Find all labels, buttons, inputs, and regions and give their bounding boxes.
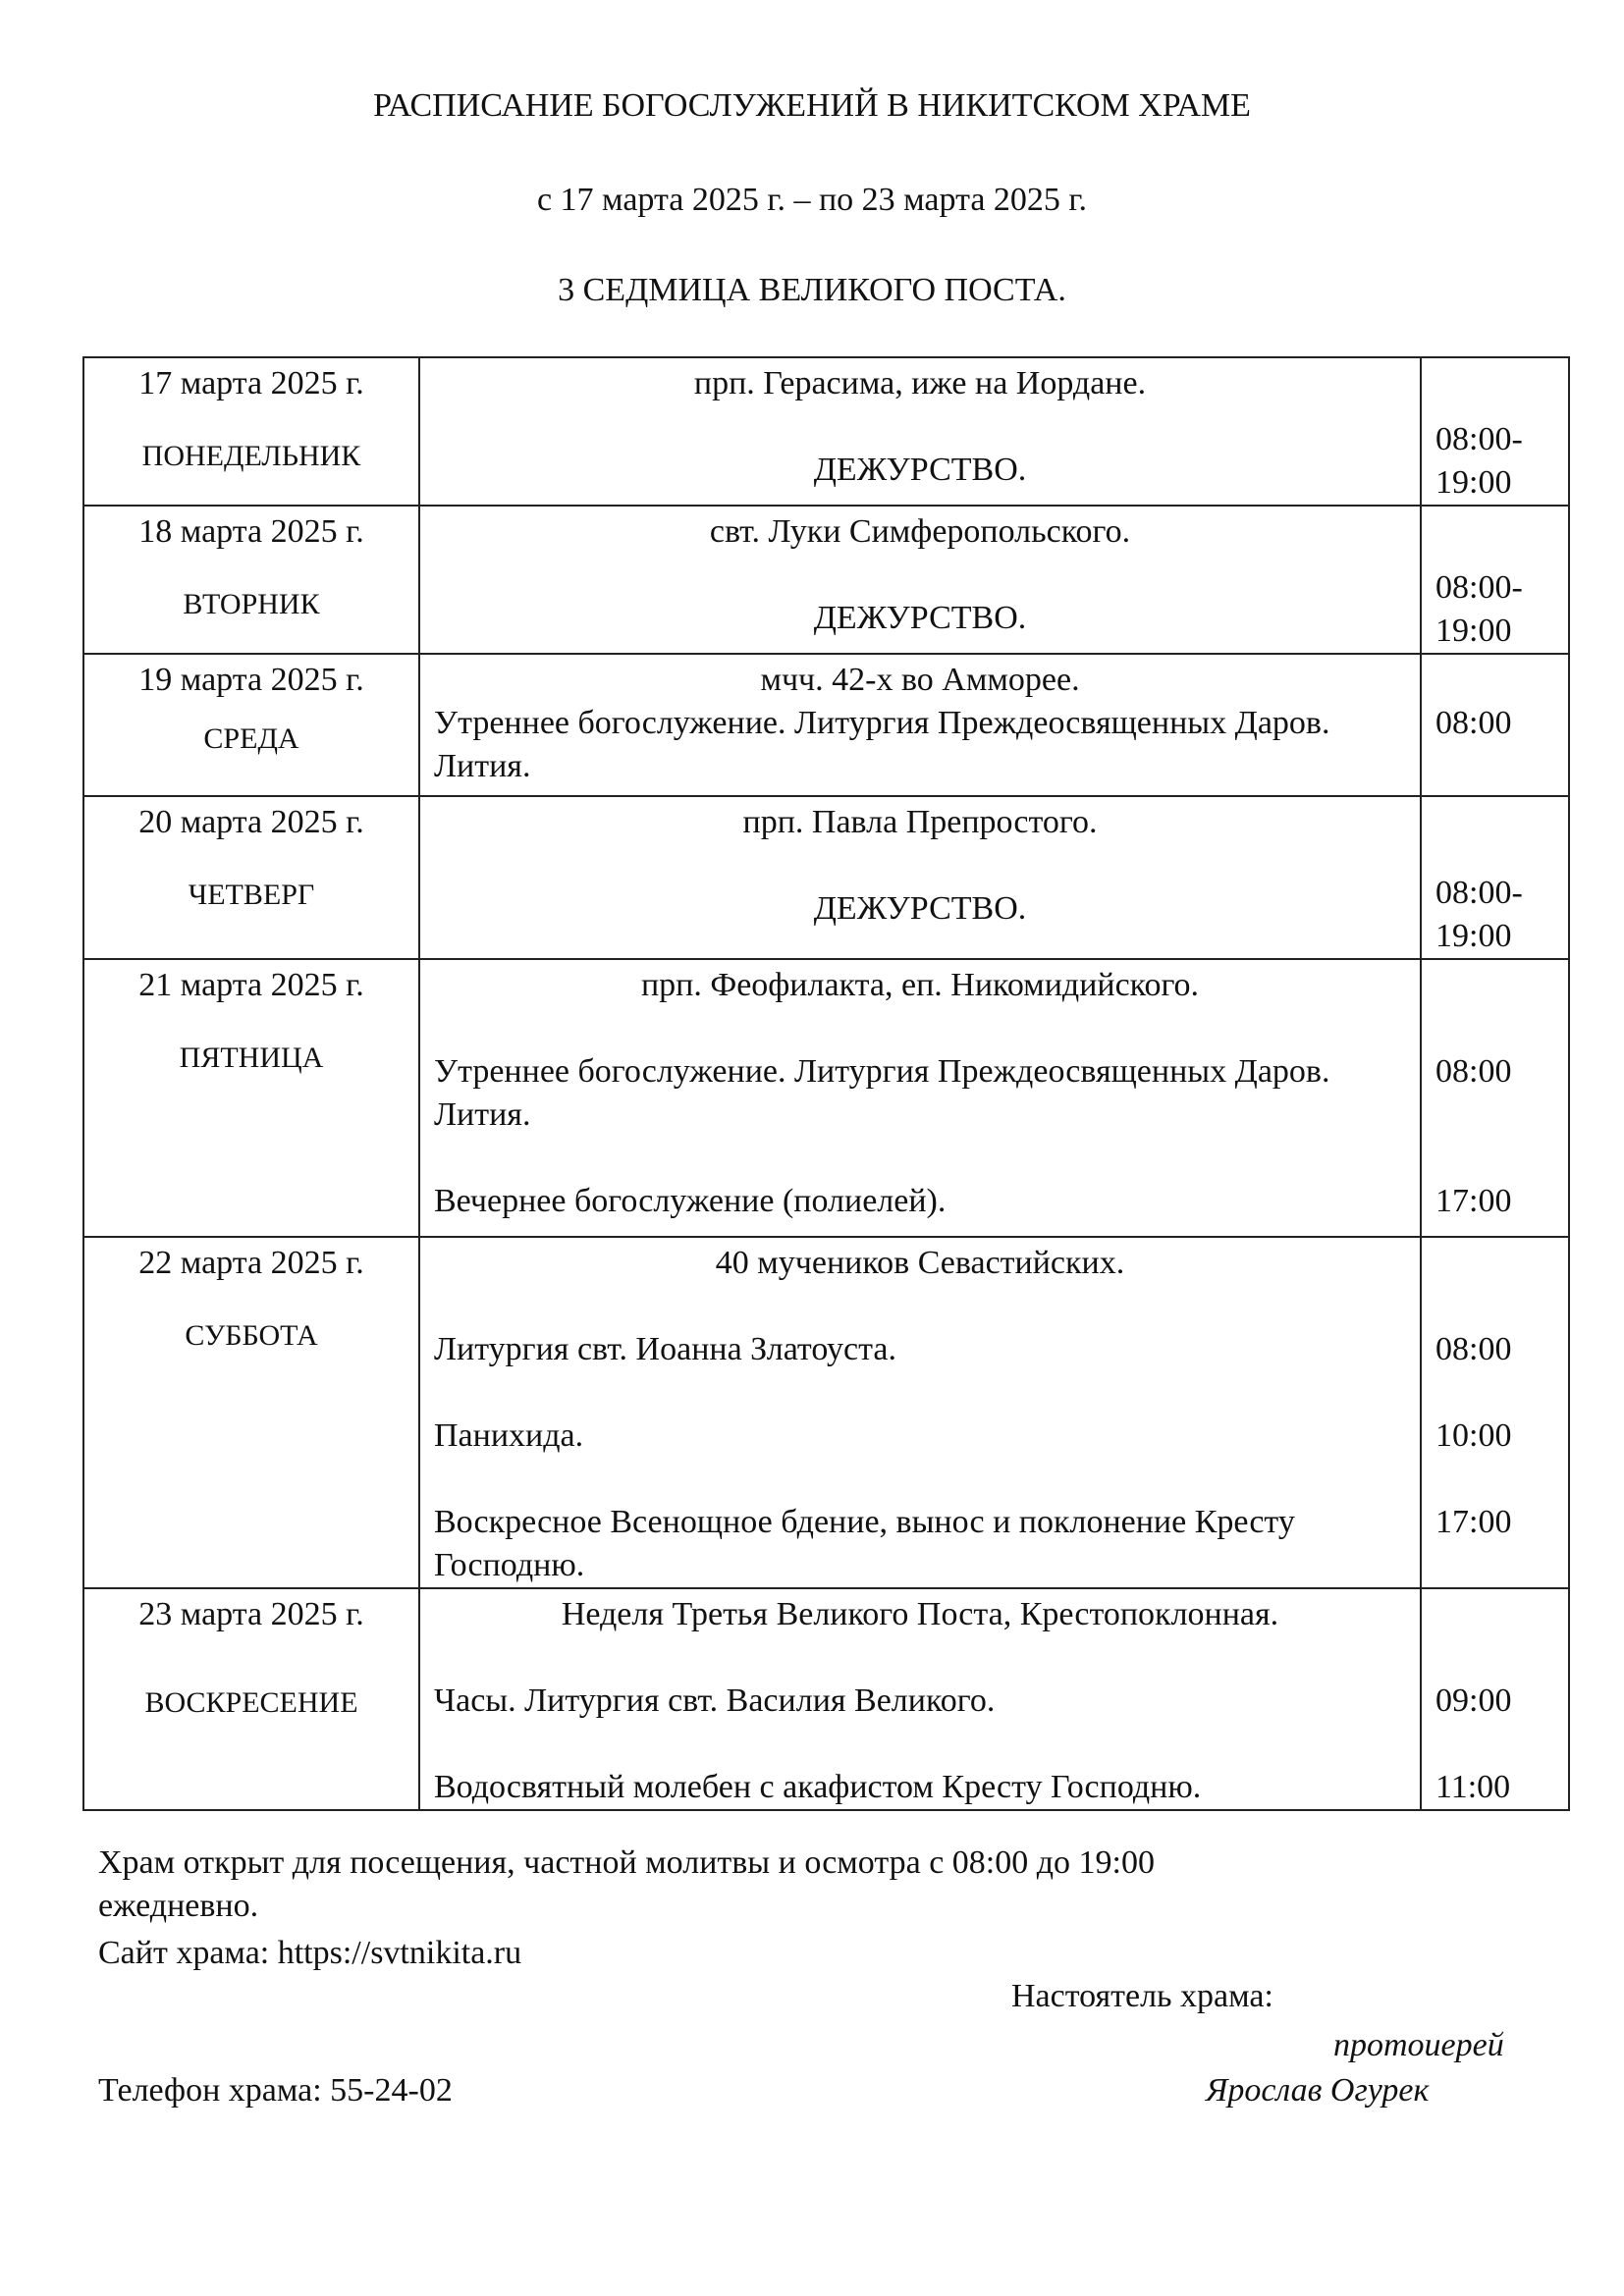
service-text: Утреннее богослужение. Литургия Преждеосвященных Даров. Лития. xyxy=(434,1053,1330,1133)
date-cell xyxy=(83,357,419,506)
opening-hours-text: Храм открыт для посещения, частной молитвы и осмотра с 08:00 до 19:00 xyxy=(98,1844,1155,1881)
table-row xyxy=(83,654,1569,796)
service-text: ДЕЖУРСТВО. xyxy=(813,890,1027,927)
feast-name: мчч. 42-х во Амморее. xyxy=(760,662,1080,698)
feast-name: 40 мучеников Севастийских. xyxy=(715,1245,1125,1281)
service-cell xyxy=(419,506,1421,654)
service-time: 08:00-19:00 xyxy=(1435,421,1523,501)
service-time: 08:00-19:00 xyxy=(1435,569,1523,649)
day-date: 23 марта 2025 г. xyxy=(138,1596,364,1632)
service-cell xyxy=(419,959,1421,1237)
page-title: РАСПИСАНИЕ БОГОСЛУЖЕНИЙ В НИКИТСКОМ ХРАМЕ xyxy=(373,87,1251,124)
day-weekday: ПОНЕДЕЛЬНИК xyxy=(141,440,361,472)
service-text: Вечернее богослужение (полиелей). xyxy=(434,1183,947,1219)
time-cell xyxy=(1421,796,1569,959)
service-text: Панихида. xyxy=(434,1417,584,1454)
date-cell xyxy=(83,506,419,654)
website-text: Сайт храма: https://svtnikita.ru xyxy=(98,1935,522,1971)
table-row xyxy=(83,357,1569,506)
feast-name: прп. Феофилакта, еп. Никомидийского. xyxy=(640,967,1200,1003)
day-weekday: ВТОРНИК xyxy=(183,588,320,620)
schedule-table xyxy=(82,356,1570,1811)
service-cell xyxy=(419,654,1421,796)
table-row xyxy=(83,1237,1569,1588)
service-time: 08:00 xyxy=(1435,705,1512,741)
service-text: ДЕЖУРСТВО. xyxy=(813,452,1027,488)
feast-name: свт. Луки Симферопольского. xyxy=(709,513,1131,550)
table-row xyxy=(83,1588,1569,1810)
day-weekday: ПЯТНИЦА xyxy=(179,1041,324,1074)
service-cell xyxy=(419,1237,1421,1588)
rector-name: Ярослав Огурек xyxy=(1206,2072,1430,2109)
day-weekday: ВОСКРЕСЕНИЕ xyxy=(144,1686,358,1719)
date-cell xyxy=(83,1237,419,1588)
day-date: 19 марта 2025 г. xyxy=(138,662,364,698)
feast-name: прп. Герасима, иже на Иордане. xyxy=(693,365,1147,401)
date-cell xyxy=(83,1588,419,1810)
service-time: 17:00 xyxy=(1435,1504,1512,1540)
time-cell xyxy=(1421,506,1569,654)
service-text: Литургия свт. Иоанна Златоуста. xyxy=(434,1331,897,1367)
schedule-period: с 17 марта 2025 г. – по 23 марта 2025 г. xyxy=(536,182,1088,218)
service-time: 08:00 xyxy=(1435,1053,1512,1090)
time-cell xyxy=(1421,654,1569,796)
table-row xyxy=(83,796,1569,959)
week-title: 3 СЕДМИЦА ВЕЛИКОГО ПОСТА. xyxy=(558,272,1066,308)
day-date: 18 марта 2025 г. xyxy=(138,513,364,550)
service-time: 10:00 xyxy=(1435,1417,1512,1454)
service-cell xyxy=(419,357,1421,506)
day-date: 21 марта 2025 г. xyxy=(138,967,364,1003)
date-cell xyxy=(83,796,419,959)
service-time: 08:00-19:00 xyxy=(1435,875,1523,954)
opening-hours-text-continued: ежедневно. xyxy=(98,1888,259,1924)
time-cell xyxy=(1421,357,1569,506)
service-text: Часы. Литургия свт. Василия Великого. xyxy=(434,1682,996,1719)
time-cell xyxy=(1421,1237,1569,1588)
service-time: 09:00 xyxy=(1435,1682,1512,1719)
day-weekday: СУББОТА xyxy=(185,1319,318,1352)
service-text: Утреннее богослужение. Литургия Преждеосвященных Даров. Лития. xyxy=(434,705,1330,784)
feast-name: Неделя Третья Великого Поста, Крестопоклонная. xyxy=(561,1596,1279,1632)
rector-title: Настоятель храма: xyxy=(1011,1978,1273,2014)
service-time: 11:00 xyxy=(1435,1769,1511,1805)
date-cell xyxy=(83,654,419,796)
table-row xyxy=(83,959,1569,1237)
feast-name: прп. Павла Препростого. xyxy=(742,804,1098,840)
service-text: ДЕЖУРСТВО. xyxy=(813,600,1027,636)
service-time: 08:00 xyxy=(1435,1331,1512,1367)
service-time: 17:00 xyxy=(1435,1183,1512,1219)
time-cell xyxy=(1421,1588,1569,1810)
day-weekday: ЧЕТВЕРГ xyxy=(188,879,315,911)
service-text: Воскресное Всенощное бдение, вынос и поклонение Кресту Господню. xyxy=(434,1504,1295,1583)
date-cell xyxy=(83,959,419,1237)
service-cell xyxy=(419,796,1421,959)
service-cell xyxy=(419,1588,1421,1810)
time-cell xyxy=(1421,959,1569,1237)
phone-text: Телефон храма: 55-24-02 xyxy=(98,2072,453,2109)
day-date: 20 марта 2025 г. xyxy=(138,804,364,840)
table-row xyxy=(83,506,1569,654)
rector-rank: протоиерей xyxy=(1333,2027,1504,2063)
day-date: 22 марта 2025 г. xyxy=(138,1245,364,1281)
day-weekday: СРЕДА xyxy=(203,722,299,755)
service-text: Водосвятный молебен с акафистом Кресту Господню. xyxy=(434,1769,1202,1805)
day-date: 17 марта 2025 г. xyxy=(138,365,364,401)
